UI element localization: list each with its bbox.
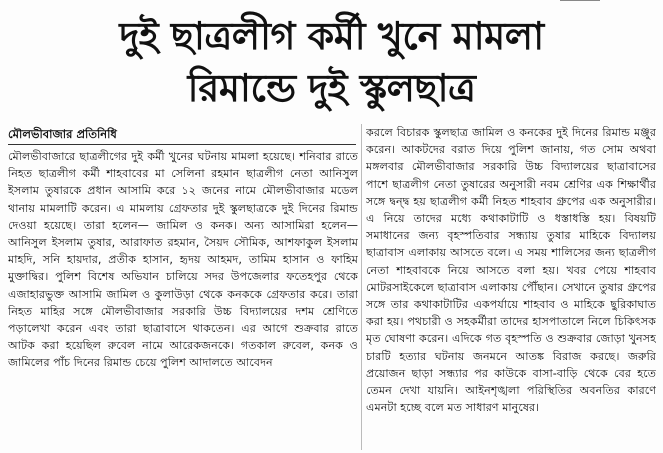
article-body-right: করলে বিচারক স্কুলছাত্র জামিল ও কনকের দুই দিনের রিমান্ড মঞ্জুর করেন। আকটদের বরাত দিয়ে পুলিশ জানায়, গত সোম অথবা মঙ্গলবার মৌলভীবাজার সরকারি উচ্চ বিদ্যালয়ের ছাত্রাবাসের পাশে ছাত্রলীগ নেতা তুষারের অনুসারী নবম শ্রেণির এক শিক্ষার্থীর সঙ্গে দ্বন্দ্ব হয় ছাত্রলীগ কর্মী নিহত শাহবাব গ্রুপের এক অনুসারীর। এ নিয়ে তাদের মধ্যে কথাকাটাটি ও ধস্তাধস্তি হয়। বিষয়টি সমাধানের জন্য বৃহস্পতিবার সন্ধ্যায় তুষার মাহিকে বিদ্যালয় ছাত্রাবাস এলাকায় আসতে বলে। এ সময় শালিসের জন্য ছাত্রলীগ নেতা শাহবাবকে নিয়ে আসতে বলা হয়। খবর পেয়ে শাহবাব মোটরসাইকেলে ছাত্রাবাস এলাকায় পৌঁছান। সেখানে তুষার গ্রুপের সঙ্গে তার কথাকাটাটির একপর্যায়ে শাহবাব ও মাহিকে ছুরিকাঘাত করা হয়। পথচারী ও সহকর্মীরা তাদের হাসপাতালে নিলে চিকিৎসক মৃত ঘোষণা করেন। এদিকে গত বৃহস্পতি ও শুক্রবার জোড়া খুনসহ চারটি হত্যার ঘটনায় জনমনে আতঙ্ক বিরাজ করছে। জরুরি প্রয়োজন ছাড়া সন্ধ্যার পর কাউকে বাসা-বাড়ি থেকে বের হতে তেমন দেখা যায়নি। আইনশৃঙ্খলা পরিস্থিতির অবনতির কারণে এমনটা হচ্ছে বলে মত সাধারণ মানুষের। bbox=[366, 126, 656, 415]
byline: মৌলভীবাজার প্রতিনিধি bbox=[8, 127, 117, 141]
headline-line-1: দুই ছাত্রলীগ কর্মী খুনে মামলা bbox=[119, 14, 544, 58]
column-divider bbox=[361, 124, 362, 450]
headline-line-2: রিমান্ডে দুই স্কুলছাত্র bbox=[187, 66, 476, 110]
article-column-right bbox=[366, 124, 656, 450]
article-body-left: মৌলভীবাজারে ছাত্রলীগের দুই কর্মী খুনের ঘটনায় মামলা হয়েছে। শনিবার রাতে নিহত ছাত্রলীগ কর্মী শাহবাবের মা সেলিনা রহমান ছাত্রলীগ নেতা আনিসুল ইসলাম তুষারকে প্রধান আসামি করে ১২ জনের নামে মৌলভীবাজার মডেল থানায় মামলাটি করেন। এ মামলায় গ্রেফতার দুই স্কুলছাত্রকে দুই দিনের রিমান্ড দেওয়া হয়েছে। তারা হলেন— জামিল ও কনক। অন্য আসামিরা হলেন— আনিসুল ইসলাম তুষার, আরাফাত রহমান, সৈয়দ সৌমিক, আশফাকুল ইসলাম মাহদি, সনি হায়দার, প্রতীক হাসান, হৃদয় আহমদ, তামিম হাসান ও ফাহিম মুক্তাদ্বির। পুলিশ বিশেষ অভিযান চালিয়ে সদর উপজেলার ফতেহপুর থেকে এজাহারভুক্ত আসামি জামিল ও কুলাউড়া থেকে কনককে গ্রেফতার করে। তারা নিহত মাহির সঙ্গে মৌলভীবাজার সরকারি উচ্চ বিদ্যালয়ের দশম শ্রেণিতে পড়ালেখা করেন এবং তারা ছাত্রাবাসে থাকতেন। এর আগে শুক্রবার রাতে আটক করা হয়েছিল রুবেল নামে আরেকজনকে। গতকাল রুবেল, কনক ও জামিলের পাঁচ দিনের রিমান্ড চেয়ে পুলিশ আদালতে আবেদন bbox=[8, 150, 358, 370]
top-edge-mark bbox=[560, 0, 600, 7]
article-column-left bbox=[8, 148, 358, 448]
byline-divider bbox=[8, 144, 356, 145]
